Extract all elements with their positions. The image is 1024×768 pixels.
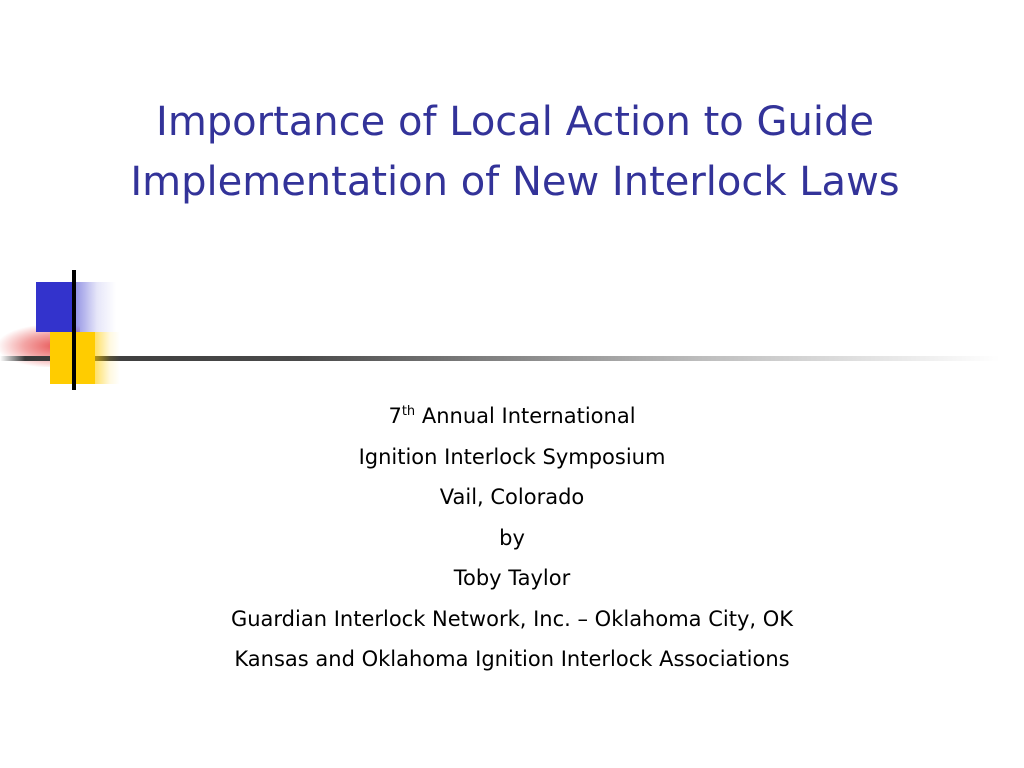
body-line-associations: Kansas and Oklahoma Ignition Interlock Associations: [234, 647, 790, 671]
event-name: Annual International: [415, 404, 636, 428]
body-line-by: by: [499, 525, 525, 550]
blue-gradient-icon: [74, 282, 116, 332]
yellow-gradient-icon: [95, 332, 120, 384]
body-line-company: Guardian Interlock Network, Inc. – Oklahoma City, OK: [230, 606, 794, 631]
slide-body: [62, 396, 962, 680]
event-number-suffix: th: [401, 404, 416, 419]
body-line-event: [62, 396, 962, 437]
decorative-motif: [0, 270, 1010, 395]
slide-title: Importance of Local Action to Guide Implementation of New Interlock Laws: [130, 99, 900, 205]
blue-square-icon: [36, 282, 74, 332]
body-line-symposium: Ignition Interlock Symposium: [358, 444, 666, 469]
horizontal-rule-icon: [0, 356, 1005, 361]
body-line-location: Vail, Colorado: [439, 485, 585, 509]
event-number: 7: [388, 404, 402, 428]
vertical-bar-icon: [72, 270, 76, 390]
body-line-author: Toby Taylor: [453, 566, 571, 590]
